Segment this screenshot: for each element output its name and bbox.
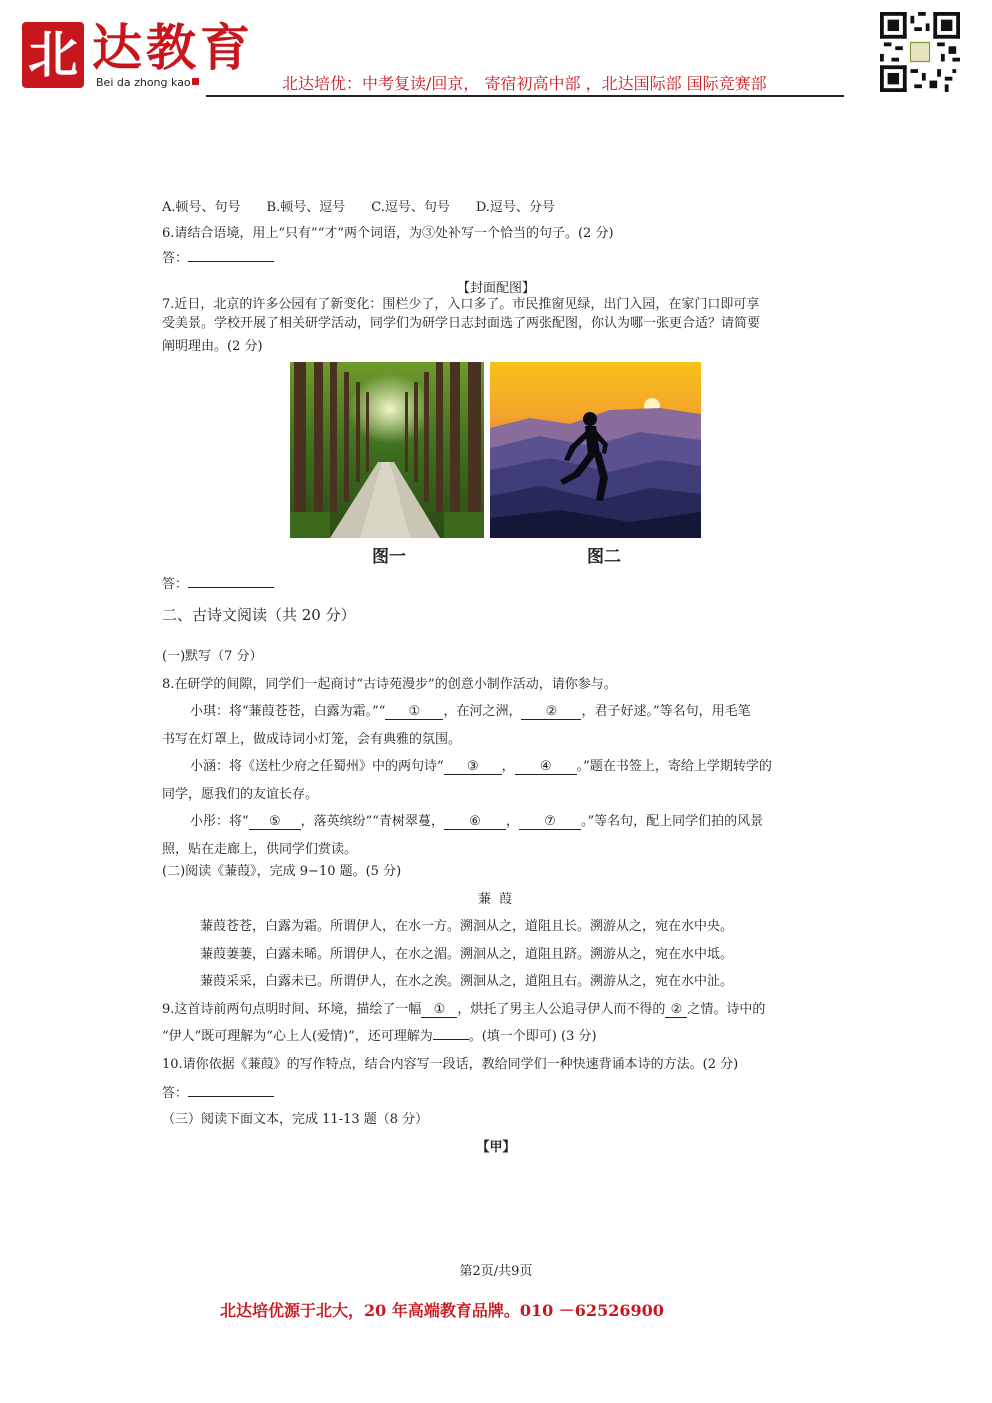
answer-label: 答： — [162, 251, 189, 266]
q10-answer — [162, 1084, 274, 1103]
logo-text: 达教育 — [92, 18, 254, 77]
sub-1-title: (一)默写（7 分） — [162, 649, 263, 664]
answer-line — [188, 575, 274, 588]
runner-sunrise-photo — [490, 362, 701, 538]
answer-label: 答： — [162, 577, 189, 592]
logo-char: 北 — [28, 25, 78, 84]
poem-line-1: 蒹葭苍苍，白露为霜。所谓伊人，在水一方。溯洄从之，道阻且长。溯游从之，宛在水中央。 — [200, 919, 734, 934]
answer-line — [188, 249, 274, 262]
q6-text: 6.请结合语境，用上“只有”“才”两个词语，为③处补写一个恰当的句子。(2 分) — [162, 226, 614, 241]
q8-line-6: 照，贴在走廊上，供同学们赏读。 — [162, 842, 358, 857]
q8-line-2: 书写在灯罩上，做成诗词小灯笼，会有典雅的氛围。 — [162, 732, 462, 747]
jia-heading: 【甲】 — [476, 1140, 516, 1155]
cover-heading: 【封面配图】 — [456, 281, 535, 296]
qr-code-icon — [880, 12, 960, 92]
figure-2-caption: 图二 — [587, 547, 621, 567]
q6-answer — [162, 249, 274, 268]
logo-dot — [192, 78, 199, 85]
sub-2-title: (二)阅读《蒹葭》，完成 9−10 题。(5 分) — [162, 864, 402, 879]
footer-brand: 北达培优源于北大，20 年高端教育品牌。010 －62526900 — [220, 1301, 664, 1320]
section-2-title: 二、古诗文阅读（共 20 分） — [162, 606, 356, 624]
logo-subtitle: Bei da zhong kao — [96, 76, 191, 89]
blank-7: ⑦ — [519, 815, 581, 830]
q9-blank-1: ① — [421, 1003, 457, 1018]
q8-line-1: 小琪：将“蒹葭苍苍，白露为霜。”“ ① ，在河之洲， ② ，君子好逑。”等名句，用毛笔 — [190, 704, 751, 719]
header-rule — [206, 95, 844, 97]
q8-line-3: 小涵：将《送杜少府之任蜀州》中的两句诗“ ③ ， ④ 。”题在书签上，寄给上学期转学的 — [190, 759, 772, 774]
blank-6: ⑥ — [444, 815, 506, 830]
q5-options: A.顿号、句号 B.顿号、逗号 C.逗号、句号 D.逗号、分号 — [162, 200, 555, 215]
poem-line-2: 蒹葭萋萋，白露未晞。所谓伊人，在水之湄。溯洄从之，道阻且跻。溯游从之，宛在水中坻。 — [200, 947, 734, 962]
poem-title: 蒹 葭 — [477, 892, 515, 907]
answer-line — [188, 1084, 274, 1097]
blank-3: ③ — [444, 760, 502, 775]
figure-1-caption: 图一 — [372, 547, 406, 567]
blank-2: ② — [521, 705, 581, 720]
q7-answer — [162, 575, 274, 594]
q7-line-1: 7.近日，北京的许多公园有了新变化：围栏少了，入口多了。市民推窗见绿，出门入园，在家门口即可享 — [162, 297, 760, 312]
blank-1: ① — [385, 705, 443, 720]
q9-line-2: “伊人”既可理解为“心上人(爱情)”，还可理解为 。(填一个即可) (3 分) — [162, 1029, 597, 1044]
q9-line-1: 9.这首诗前两句点明时间、环境，描绘了一幅 ① ，烘托了男主人公追寻伊人而不得的 ② 之情。诗中的 — [162, 1002, 766, 1017]
q7-line-3: 阐明理由。(2 分) — [162, 339, 263, 354]
q8-line-5: 小彤：将“ ⑤ ，落英缤纷”“青树翠蔓， ⑥ ， ⑦ 。”等名句，配上同学们拍的风景 — [190, 814, 764, 829]
blank-5: ⑤ — [249, 815, 301, 830]
q10-text: 10.请你依据《蒹葭》的写作特点，结合内容写一段话，教给同学们一种快速背诵本诗的方法。(2 分) — [162, 1057, 739, 1072]
q7-line-2: 受美景。学校开展了相关研学活动，同学们为研学日志封面选了两张配图，你认为哪一张更合适？请简要 — [162, 316, 761, 331]
header-slogan: 北达培优：中考复读/回京， 寄宿初高中部 ，北达国际部 国际竞赛部 — [282, 74, 767, 93]
sub-3-title: （三）阅读下面文本，完成 11-13 题（8 分） — [162, 1112, 429, 1127]
poem-line-3: 蒹葭采采，白露未已。所谓伊人，在水之涘。溯洄从之，道阻且右。溯游从之，宛在水中沚。 — [200, 974, 734, 989]
page-number: 第2页/共9页 — [459, 1264, 533, 1279]
q8-line-4: 同学，愿我们的友谊长存。 — [162, 787, 319, 802]
forest-path-photo — [290, 362, 484, 538]
q9-blank-2: ② — [665, 1003, 687, 1018]
blank-4: ④ — [515, 760, 577, 775]
answer-label: 答： — [162, 1086, 189, 1101]
q9-blank-3 — [433, 1039, 469, 1040]
logo-mark — [22, 22, 84, 88]
q8-intro: 8.在研学的间隙，同学们一起商讨“古诗苑漫步”的创意小制作活动，请你参与。 — [162, 677, 617, 692]
